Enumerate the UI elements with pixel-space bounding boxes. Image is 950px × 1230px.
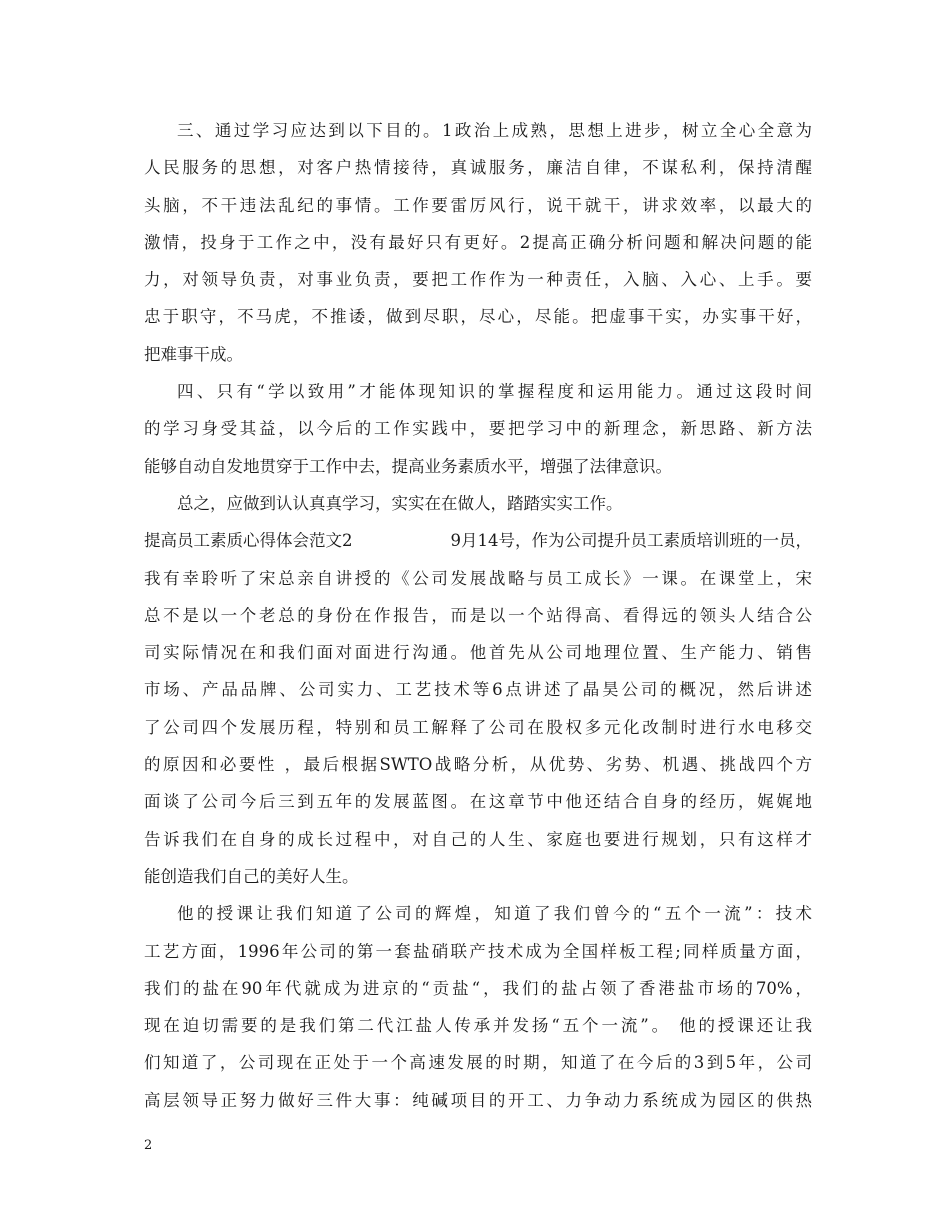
- paragraph-line: 能够自动自发地贯穿于工作中去，提高业务素质水平，增强了法律意识。: [144, 456, 672, 476]
- paragraph-line: 他的授课让我们知道了公司的辉煌，知道了我们曾今的“五个一流”：技术: [177, 904, 812, 924]
- paragraph-line: 四、只有“学以致用”才能体现知识的掌握程度和运用能力。通过这段时间: [177, 382, 812, 402]
- paragraph-line: 人民服务的思想，对客户热情接待，真诚服务，廉洁自律，不谋私利，保持清醒: [144, 158, 812, 178]
- paragraph-line: 们知道了，公司现在正处于一个高速发展的时期，知道了在今后的3到5年，公司: [144, 1053, 812, 1073]
- paragraph-line: 力，对领导负责，对事业负责，要把工作作为一种责任，入脑、入心、上手。要: [144, 270, 812, 290]
- paragraph-line: 把难事干成。: [144, 344, 243, 364]
- paragraph-line: 总不是以一个老总的身份在作报告，而是以一个站得高、看得远的领头人结合公: [144, 605, 812, 625]
- paragraph-line: 我们的盐在90年代就成为进京的“贡盐“，我们的盐占领了香港盐市场的70%，: [144, 978, 812, 998]
- paragraph-line: 总之，应做到认认真真学习，实实在在做人，踏踏实实工作。: [177, 493, 623, 513]
- page-number: 2: [144, 1138, 153, 1153]
- paragraph-line: 的学习身受其益，以今后的工作实践中，要把学习中的新理念，新思路、新方法: [144, 419, 812, 439]
- paragraph-line: 三、通过学习应达到以下目的。1政治上成熟，思想上进步，树立全心全意为: [177, 121, 812, 140]
- paragraph-line: 忠于职守，不马虎，不推诿，做到尽职，尽心，尽能。把虚事干实，办实事干好，: [144, 307, 812, 327]
- paragraph-line: 我有幸聆听了宋总亲自讲授的《公司发展战略与员工成长》一课。在课堂上，宋: [144, 568, 812, 588]
- paragraph-line: 现在迫切需要的是我们第二代江盐人传承并发扬“五个一流”。 他的授课还让我: [144, 1016, 812, 1036]
- document-body: [144, 112, 812, 1119]
- paragraph-line: 高层领导正努力做好三件大事：纯碱项目的开工、力争动力系统成为园区的供热: [144, 1090, 812, 1110]
- paragraph-line: 告诉我们在自身的成长过程中，对自己的人生、家庭也要进行规划，只有这样才: [144, 829, 812, 849]
- paragraph-line: 工艺方面，1996年公司的第一套盐硝联产技术成为全国样板工程;同样质量方面，: [144, 941, 812, 961]
- paragraph-text: 9月14号，作为公司提升员工素质培训班的一员，: [450, 531, 812, 551]
- paragraph-line: 头脑，不干违法乱纪的事情。工作要雷厉风行，说干就干，讲求效率，以最大的: [144, 195, 812, 215]
- paragraph-line: 司实际情况在和我们面对面进行沟通。他首先从公司地理位置、生产能力、销售: [144, 643, 812, 663]
- paragraph-line: 能创造我们自己的美好人生。: [144, 866, 359, 886]
- paragraph-line: 的原因和必要性 ，最后根据SWTO战略分析，从优势、劣势、机遇、挑战四个方: [144, 755, 812, 775]
- paragraph-line: 激情，投身于工作之中，没有最好只有更好。2提高正确分析问题和解决问题的能: [144, 232, 812, 252]
- paragraph-line: 面谈了公司今后三到五年的发展蓝图。在这章节中他还结合自身的经历，娓娓地: [144, 792, 812, 812]
- article-heading: 提高员工素质心得体会范文2: [144, 531, 353, 551]
- paragraph-line: [144, 522, 812, 559]
- paragraph-line: 了公司四个发展历程，特别和员工解释了公司在股权多元化改制时进行水电移交: [144, 717, 812, 737]
- paragraph-line: 市场、产品品牌、公司实力、工艺技术等6点讲述了晶昊公司的概况，然后讲述: [144, 680, 812, 700]
